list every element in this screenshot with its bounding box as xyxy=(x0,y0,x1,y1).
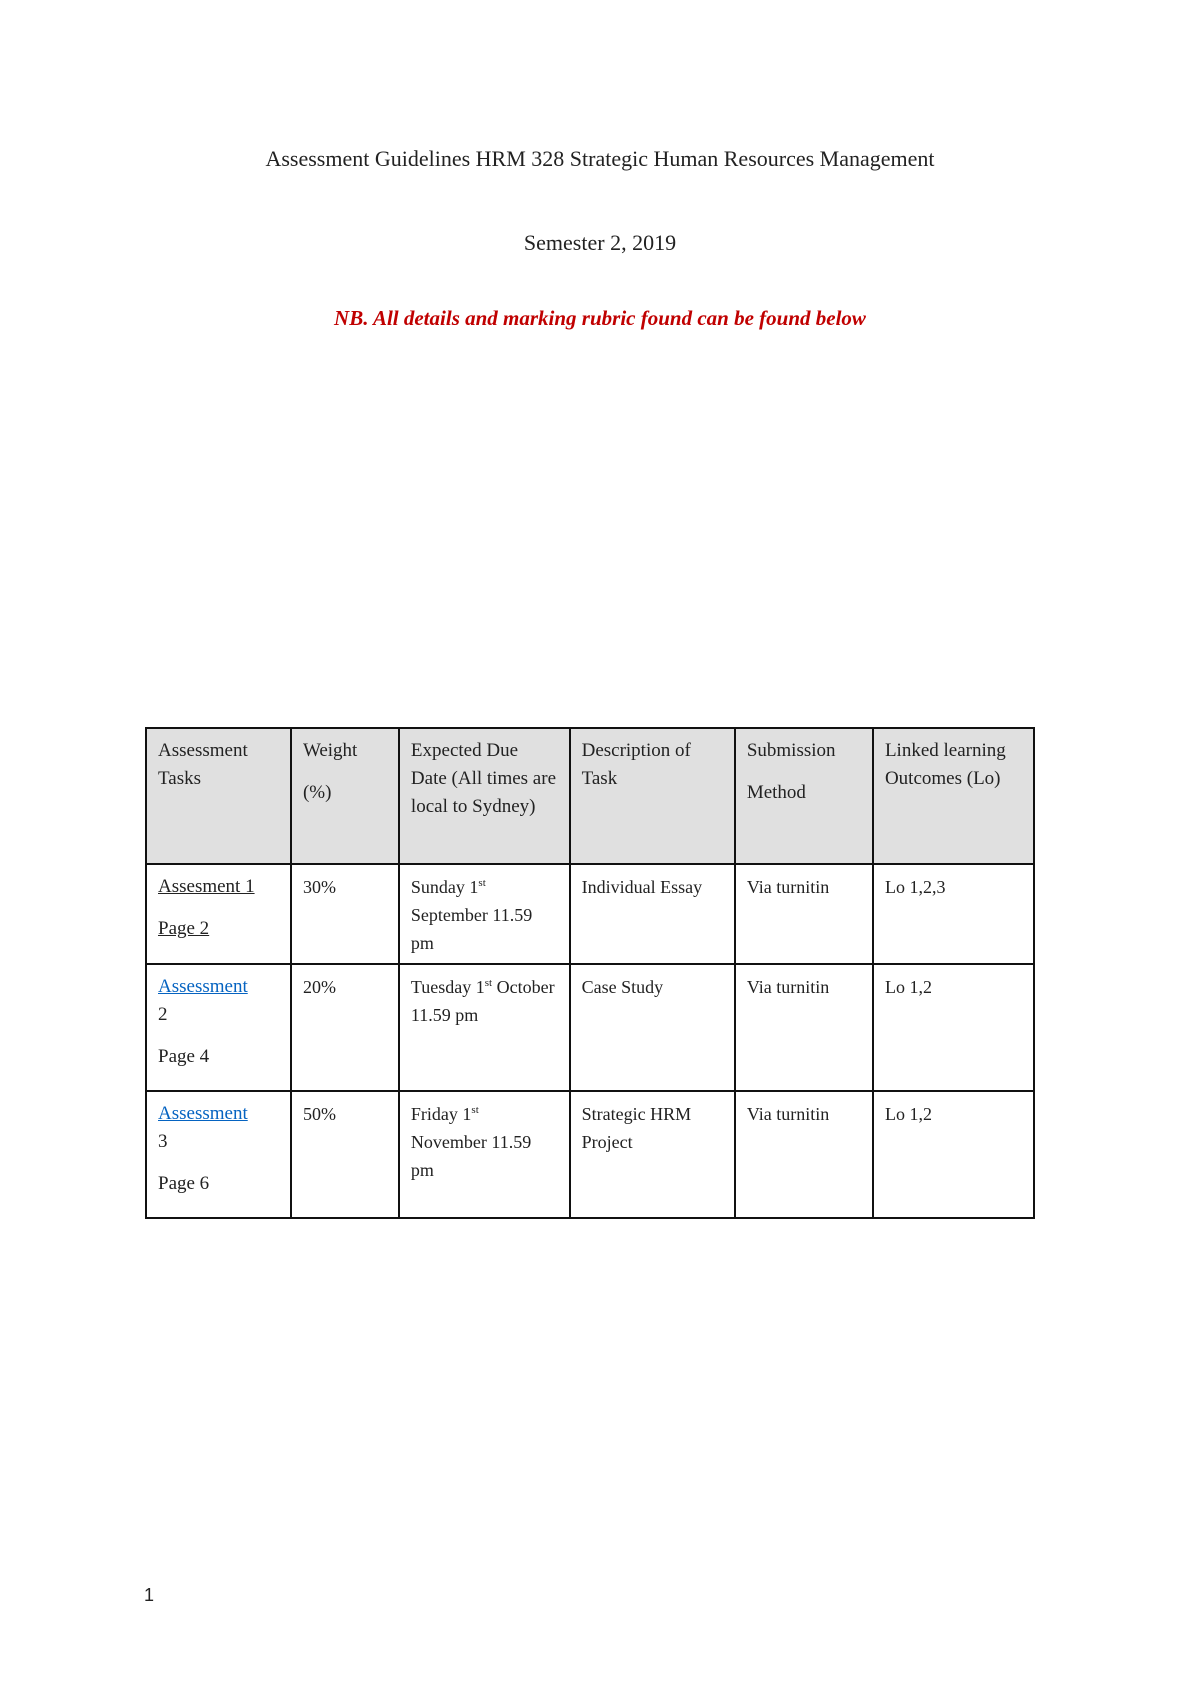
due-day: Sunday 1 xyxy=(410,877,479,897)
table-row xyxy=(146,1091,1034,1218)
header-label: Submission xyxy=(746,740,836,761)
submission-cell: Via turnitin xyxy=(735,964,873,1091)
page-number: 1 xyxy=(144,1585,155,1605)
due-day: Tuesday 1 xyxy=(410,977,485,997)
task-number: 3 xyxy=(158,1131,168,1152)
due-suffix: st xyxy=(478,877,486,889)
table-row xyxy=(146,864,1034,964)
task-cell xyxy=(146,964,291,1091)
header-due-date xyxy=(399,728,570,864)
submission-cell: Via turnitin xyxy=(735,864,873,964)
assessment-link[interactable]: Assessment xyxy=(158,976,248,997)
header-submission-method xyxy=(735,728,873,864)
header-weight xyxy=(291,728,399,864)
header-label: Linked learning Outcomes (Lo) xyxy=(884,740,1006,789)
due-rest: November 11.59 pm xyxy=(410,1132,532,1180)
description-cell: Individual Essay xyxy=(570,864,735,964)
task-cell xyxy=(146,864,291,964)
weight-cell: 30% xyxy=(291,864,399,964)
due-date-cell xyxy=(399,964,570,1091)
outcomes-cell: Lo 1,2 xyxy=(873,964,1034,1091)
weight-cell: 20% xyxy=(291,964,399,1091)
outcomes-cell: Lo 1,2 xyxy=(873,1091,1034,1218)
submission-cell: Via turnitin xyxy=(735,1091,873,1218)
due-rest: September 11.59 pm xyxy=(410,905,533,953)
due-suffix: st xyxy=(484,977,493,989)
table-header-row xyxy=(146,728,1034,864)
task-link[interactable]: Assesment 1 xyxy=(158,876,255,897)
due-suffix: st xyxy=(471,1104,479,1116)
header-label: Weight xyxy=(302,740,358,761)
header-label: Method xyxy=(746,782,806,803)
page-link[interactable]: Page 2 xyxy=(158,918,210,939)
table-row xyxy=(146,964,1034,1091)
description-cell: Case Study xyxy=(570,964,735,1091)
task-number: 2 xyxy=(158,1004,168,1025)
page-label: Page 6 xyxy=(158,1173,210,1194)
task-cell xyxy=(146,1091,291,1218)
header-description xyxy=(570,728,735,864)
weight-cell: 50% xyxy=(291,1091,399,1218)
assessment-table xyxy=(145,727,1035,1219)
header-learning-outcomes xyxy=(873,728,1034,864)
document-title: Assessment Guidelines HRM 328 Strategic Human Resources Management xyxy=(265,146,935,171)
header-label: Assessment xyxy=(158,740,248,761)
header-label: (%) xyxy=(302,782,332,803)
assessment-link[interactable]: Assessment xyxy=(158,1103,248,1124)
header-assessment-tasks xyxy=(146,728,291,864)
due-date-cell xyxy=(399,864,570,964)
header-label: Tasks xyxy=(158,768,202,789)
header-label: Expected Due Date (All times are local to Sydney) xyxy=(410,740,557,817)
notice-text: NB. All details and marking rubric found can be found below xyxy=(334,306,866,330)
description-cell: Strategic HRM Project xyxy=(570,1091,735,1218)
due-day: Friday 1 xyxy=(410,1104,472,1124)
semester-label: Semester 2, 2019 xyxy=(523,230,677,255)
outcomes-cell: Lo 1,2,3 xyxy=(873,864,1034,964)
due-rest: October 11.59 pm xyxy=(410,977,555,1025)
page-label: Page 4 xyxy=(158,1046,210,1067)
header-label: Description of Task xyxy=(581,740,691,789)
due-date-cell xyxy=(399,1091,570,1218)
